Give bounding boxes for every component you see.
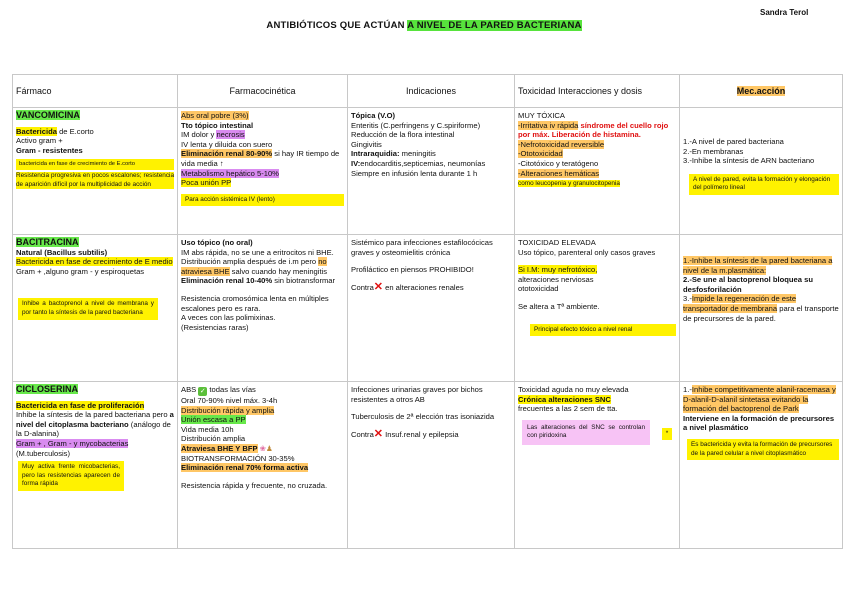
ciclo-m1b: Inhibe competitivamente alanil-racemasa y D-alanil-D-alanil sintetasa [683,385,836,404]
ciclo-t2: Crónica alteraciones SNC [518,394,611,404]
header-indicaciones: Indicaciones [348,75,515,108]
vanco-k3a: IM dolor y [181,130,217,140]
baci-f2: Bactericida en fase de crecimiento de E medio [16,257,173,267]
header-mecanismo [680,75,843,108]
vanco-t4: -Ototoxicidad [518,149,563,159]
vanco-farmaco [13,108,178,235]
vanco-f1b: de E.corto [56,126,94,136]
baci-farmacocinetica [178,235,348,382]
vanco-m1: 1.-A nivel de pared bacteriana [683,137,784,146]
baci-i2: Profiláctico en piensos PROHIBIDO! [351,265,474,275]
ciclo-k9: Eliminación renal 70% forma activa [181,463,309,473]
baci-m2: 2.-Se une al bactoprenol bloquea su desfosforilación [683,275,813,294]
title-highlight: A NIVEL DE LA PARED BACTERIANA [407,20,582,31]
header-farmaco: Fármaco [13,75,178,108]
baci-k5: Resistencia cromosómica lenta en múltiples escalones pero es rara. [181,293,329,313]
ciclo-k3: Distribución rápida y amplia [181,405,275,415]
ciclo-k1b: todas las vías [207,385,256,394]
ciclo-farmacocinetica [178,382,348,549]
vanco-indicaciones [348,108,515,235]
baci-farmaco [13,235,178,382]
ciclo-k6: Distribución amplia [181,434,246,444]
baci-k2: IM abs rápida, no se une a eritrocitos ni BHE. [181,247,334,257]
ciclo-t5: * [662,428,672,440]
vanco-i1b: ) [392,111,396,120]
ciclo-k4: Unión escasa a PP [181,415,246,425]
ciclo-indicaciones [348,382,515,549]
baci-t5: ototoxicidad [518,284,559,294]
vanco-k5a: Eliminación renal 80-90% [181,149,273,159]
baci-k4b: sin biotransformar [272,276,336,286]
vanco-f5: Resistencia progresiva en pocos escalones; resistencia de aparición difícil por la multiplicidad de acción [16,171,174,188]
ciclo-f4: (M.tuberculosis) [16,448,71,458]
vanco-mecanismo [680,108,843,235]
vanco-t7: como leucopenia y granulocitopenia [518,180,620,188]
baci-f1a: Natural ( [16,247,47,257]
row-cicloserina [13,382,843,549]
ciclo-t3: frecuentes a las 2 sem de tta. [518,404,618,414]
vanco-f1a: Bactericida [16,126,57,136]
baci-t6: Se altera a Tª ambiente. [518,301,600,311]
row-bacitracina [13,235,843,382]
vanco-t2b: síndrome del cuello rojo por máx. Liberación de histamina. [518,120,669,140]
baci-i3a: Contra [351,282,374,292]
header-mecanismo-label: Mec.acción [736,85,786,96]
ciclo-t1: Toxicidad aguda no muy elevada [518,385,629,394]
cross-icon: ✕ [373,427,384,440]
ciclo-f2c: (análogo de la D-alanina) [16,419,171,439]
vanco-i7: Siempre en infusión lenta durante 1 h [351,168,478,178]
drug-name: BACITRACINA [16,237,79,247]
vanco-i2: Enteritis (C.perfringens y C.spiriforme) [351,120,481,130]
baci-f3: Gram + ,alguno gram - y espiroquetas [16,266,145,276]
baci-t2: Uso tópico, parenteral only casos graves [518,247,656,257]
vanco-farmacocinetica [178,108,348,235]
ciclo-t4: Las alteraciones del SNC se controlan con piridoxina [522,420,650,445]
ciclo-f5: Muy activa frente micobacterias, pero las resistencias aparecen de forma rápida [18,461,124,491]
baby-icon: ♟ [266,443,273,453]
ciclo-farmaco [13,382,178,549]
baci-t3: Si I.M: muy nefrotóxico, [518,265,598,275]
ciclo-m2: Interviene en la formación de precursores a nivel plasmático [683,413,835,433]
vanco-k2: Tto tópico intestinal [181,120,254,130]
baci-t4: alteraciones nerviosas [518,274,594,284]
ciclo-i2: Tuberculosis de 2ª elección tras isoniazida [351,412,495,422]
cross-icon: ✕ [373,280,384,293]
ciclo-i3a: Contra [351,429,374,439]
ciclo-k5: Vida media 10h [181,424,234,434]
vanco-k4: IV lenta y diluida con suero [181,139,273,149]
ciclo-f2b: a nivel del citoplasma bacteriano [16,410,174,429]
vanco-i6b: endocarditis,septicemias, neumonías [360,158,486,168]
baci-t7: Principal efecto tóxico a nivel renal [530,324,676,337]
vanco-t2a: -Irritativa iv rápida [518,120,579,130]
vanco-i6a: IV: [351,158,361,168]
ciclo-k2: Oral 70-90% nivel máx. 3-4h [181,396,278,405]
baci-k1: Uso tópico (no oral) [181,238,253,247]
baci-k6: A veces con las polimixinas. [181,313,276,323]
baci-k3c: salvo cuando hay meningitis [229,266,328,276]
author-name: Sandra Terol [760,8,809,17]
vanco-k5b: si hay IR tiempo de vida media ↑ [181,149,340,168]
baci-indicaciones [348,235,515,382]
ciclo-k8: BIOTRANSFORMACIÓN 30-35% [181,453,295,463]
vanco-i5b: meningitis [399,149,436,159]
vanco-t6: -Alteraciones hemáticas [518,168,600,178]
vanco-i4: Gingivitis [351,139,382,149]
vanco-f2: Activo gram + [16,136,63,146]
baci-m1: 1.-Inhibe la síntesis de la pared bacteriana a nivel de la m.plasmática: [683,256,833,275]
row-vancomicina [13,108,843,235]
baci-k3a: Distribución amplia después de i.m pero [181,257,319,267]
baci-t1: TOXICIDAD ELEVADA [518,238,596,247]
ciclo-f3: Gram + , Gram - y mycobacterias [16,438,129,448]
baci-m3c: para el transporte de precursores de la pared. [683,303,839,323]
baci-m3b: Impide la regeneración de este transportador de membrana [683,294,797,313]
vanco-t5: -Citotóxico y teratógeno [518,158,599,168]
header-row [13,75,843,108]
drug-name: VANCOMICINA [16,110,80,120]
vanco-i5a: Intraraquidia: [351,149,400,159]
header-toxicidad: Toxicidad Interacciones y dosis [515,75,680,108]
ciclo-m3: Es bactericida y evita la formación de precursores de la pared celular a nivel citoplasmático [687,439,839,460]
ciclo-m1c: evitando la formación del bactoprenol de Park [683,394,809,414]
ciclo-i3b: Insuf.renal y epilepsia [383,429,459,439]
baci-mecanismo [680,235,843,382]
baci-toxicidad [515,235,680,382]
vanco-i1a: Tópica (V.O [351,111,393,120]
baci-f1b: Bacillus subtilis [46,247,105,257]
ciclo-k7: Atraviesa BHE Y BFP [181,443,258,453]
vanco-f4: bactericida en fase de crecimiento de E.corto [16,159,174,170]
vanco-f3: Gram - resistentes [16,145,83,155]
ciclo-f2a: Inhibe la síntesis de la pared bacteriana pero [16,410,170,420]
vanco-k6: Metabolismo hepático 5-10% [181,168,279,178]
baci-m3a: 3.- [683,294,692,304]
baci-k3b: no atraviesa BHE [181,257,327,276]
vanco-i3: Reducción de la flora intestinal [351,130,455,140]
baci-i3b: en alteraciones renales [383,282,464,292]
baci-k7: (Resistencias raras) [181,322,249,332]
check-icon: ✓ [199,388,206,395]
vanco-k8: Para acción sistémica IV (lento) [181,194,344,207]
vanco-m4: A nivel de pared, evita la formación y elongación del polímero lineal [689,174,839,195]
baci-f4: Inhibe a bactoprenol a nivel de membrana y por tanto la síntesis de la pared bacteriana [18,298,158,319]
brain-icon: ❀ [259,443,267,453]
vanco-k1: Abs oral pobre (3%) [181,111,249,120]
vanco-m3: 3.-Inhibe la síntesis de ARN bacteriano [683,156,815,166]
ciclo-k1a: ABS [181,385,199,394]
document-title [0,20,848,31]
ciclo-mecanismo [680,382,843,549]
vanco-k3b: necrosis [216,130,245,140]
vanco-t1: MUY TÓXICA [518,111,565,120]
title-prefix: ANTIBIÓTICOS QUE ACTÚAN [266,20,408,31]
vanco-k7: Poca unión PP [181,178,232,188]
antibiotics-table [12,74,843,549]
baci-i1: Sistémico para infecciones estafilocócicas graves y osteomielitis crónica [351,238,493,257]
baci-k4a: Eliminación renal 10-40% [181,276,273,286]
vanco-t3: -Nefrotoxicidad reversible [518,139,605,149]
vanco-m2: 2.-En membranas [683,146,744,156]
header-farmacocinetica: Farmacocinética [178,75,348,108]
vanco-toxicidad [515,108,680,235]
ciclo-f1: Bactericida en fase de proliferación [16,400,145,410]
baci-f1c: ) [104,247,108,257]
ciclo-m1a: 1.- [683,385,692,394]
drug-name: CICLOSERINA [16,384,79,394]
ciclo-i1: Infecciones urinarias graves por bichos resistentes a otros AB [351,385,483,404]
ciclo-toxicidad [515,382,680,549]
ciclo-k10: Resistencia rápida y frecuente, no cruzada. [181,480,328,490]
